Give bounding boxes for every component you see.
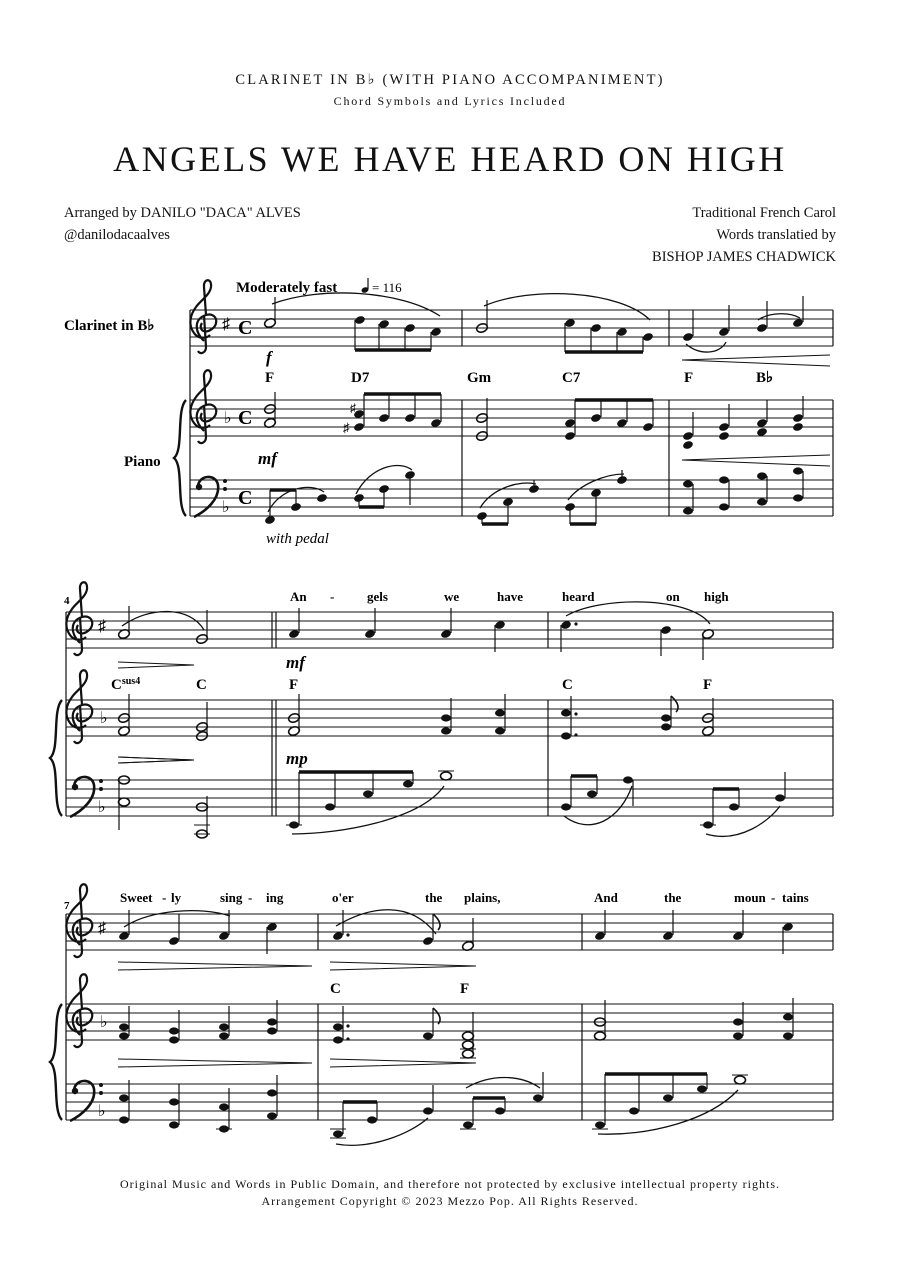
clarinet-notes-m8 [330,910,476,970]
piano-treble-m2 [475,398,653,442]
lyric-syllable: the [425,890,443,905]
chord-symbols-3 [330,981,469,997]
chord-symbol: F [460,981,470,997]
lyric-syllable: tains [782,890,809,905]
flat-icon: ♭ [224,410,232,427]
clarinet-notes-m2 [475,294,653,352]
piano-treble-m1 [263,392,441,435]
arranger-name: Arranged by DANILO "DACA" ALVES [64,205,301,221]
piano-treble-m7 [118,1000,312,1067]
lyric-syllable: high [704,589,729,604]
measure-number: 7 [64,900,70,912]
lyrics-line-1 [290,589,729,604]
words-label: Words translatied by [716,227,836,243]
piano-bass-m8 [330,1072,543,1145]
time-signature: C [238,407,253,429]
chord-symbol: C [330,981,341,997]
clarinet-staff [190,310,833,346]
chord-symbol: Gm [467,370,492,386]
measure-number: 4 [64,595,70,607]
piano-treble-m8 [330,1006,476,1067]
sharp-icon: ♯ [98,618,106,635]
dynamic-marking: f [266,348,272,367]
clarinet-staff [66,914,833,950]
lyric-syllable: plains, [464,890,501,905]
flat-icon: ♭ [100,710,108,727]
chord-symbol: F [265,370,275,386]
clarinet-notes-m3 [682,296,804,352]
lyric-syllable: And [594,890,618,905]
subtitle: Chord Symbols and Lyrics Included [333,94,567,108]
clarinet-label: Clarinet in B♭ [64,318,155,334]
lyric-syllable: have [497,589,523,604]
piano-treble-staff [66,1004,833,1040]
lyric-hyphen: - [162,890,167,905]
chord-root: C [111,677,122,693]
chord-symbol: C [562,677,573,693]
clarinet-notes-m1 [263,293,441,350]
chord-symbol: B♭ [756,370,774,386]
chord-symbol: F [703,677,713,693]
lyric-syllable: the [664,890,682,905]
piano-label: Piano [124,454,161,470]
tempo-marking: Moderately fast [236,280,338,296]
lyric-syllable: on [666,589,680,604]
svg-text:♯: ♯ [343,420,350,435]
lyric-syllable: An [290,589,307,604]
chord-symbols-2 [111,676,712,693]
chord-symbol: D7 [351,370,370,386]
piano-brace [50,1004,62,1120]
origin: Traditional French Carol [692,205,836,221]
instrument-heading: CLARINET IN B♭ (WITH PIANO ACCOMPANIMENT) [235,72,665,88]
lyric-hyphen: - [248,890,253,905]
lyric-hyphen: - [771,890,776,905]
piano-brace [50,700,62,816]
chord-symbols-1 [265,370,773,386]
chord-symbol: C [196,677,207,693]
time-signature: C [238,487,253,509]
piece-title: ANGELS WE HAVE HEARD ON HIGH [113,139,787,179]
copyright-line-2: Arrangement Copyright © 2023 Mezzo Pop. All Rights Reserved. [261,1194,639,1208]
lyric-syllable: we [444,589,460,604]
clarinet-notes-m4 [117,606,208,668]
sharp-icon: ♯ [98,920,106,937]
clarinet-notes-m6 [560,602,714,660]
pedal-marking: with pedal [266,531,329,547]
piano-treble-staff [190,400,833,436]
tempo-note-icon [361,278,370,294]
piano-bass-staff [66,1084,833,1120]
system-3 [50,884,833,1145]
svg-text:♯: ♯ [350,401,356,415]
chord-symbol: F [684,370,694,386]
translator: BISHOP JAMES CHADWICK [652,249,836,265]
flat-icon: ♭ [100,1014,108,1031]
copyright-line-1: Original Music and Words in Public Domain, and therefore not protected by exclusive intellectual property rights. [119,1177,780,1191]
chord-symbol: C7 [562,370,581,386]
dynamic-marking: mp [286,749,308,768]
sharp-icon: ♯ [222,316,230,333]
clarinet-notes-m7 [118,910,312,970]
chord-symbol [111,676,140,693]
piano-bass-m9 [592,1074,748,1134]
lyric-syllable: sing [220,890,243,905]
time-signature: C [238,317,253,339]
piano-treble-m4 [117,694,208,763]
lyric-syllable: Sweet [120,890,153,905]
dynamic-marking: mf [258,449,277,468]
lyric-syllable: ly [171,890,182,905]
piano-treble-m3 [682,396,804,450]
lyric-syllable: moun [734,890,766,905]
piano-bass-staff [66,780,833,816]
lyrics-line-2 [120,890,809,905]
lyric-hyphen: - [330,589,335,604]
chord-symbol: F [289,677,299,693]
dynamic-marking: mf [286,653,305,672]
clarinet-staff [66,612,833,648]
piano-bass-m6 [561,772,785,836]
lyric-syllable: ing [266,890,284,905]
system-1 [64,278,833,547]
piano-brace [174,400,186,516]
chord-suffix: sus4 [121,676,141,687]
lyric-syllable: gels [367,589,388,604]
piano-bass-m3 [683,467,803,514]
tempo-value: = 116 [372,280,402,295]
lyric-syllable: o'er [332,890,354,905]
lyric-syllable: heard [562,589,595,604]
arranger-handle: @danilodacaalves [64,227,170,243]
flat-icon: ♭ [98,799,106,816]
flat-icon: ♭ [222,499,230,516]
flat-icon: ♭ [98,1103,106,1120]
system-2 [50,582,833,838]
